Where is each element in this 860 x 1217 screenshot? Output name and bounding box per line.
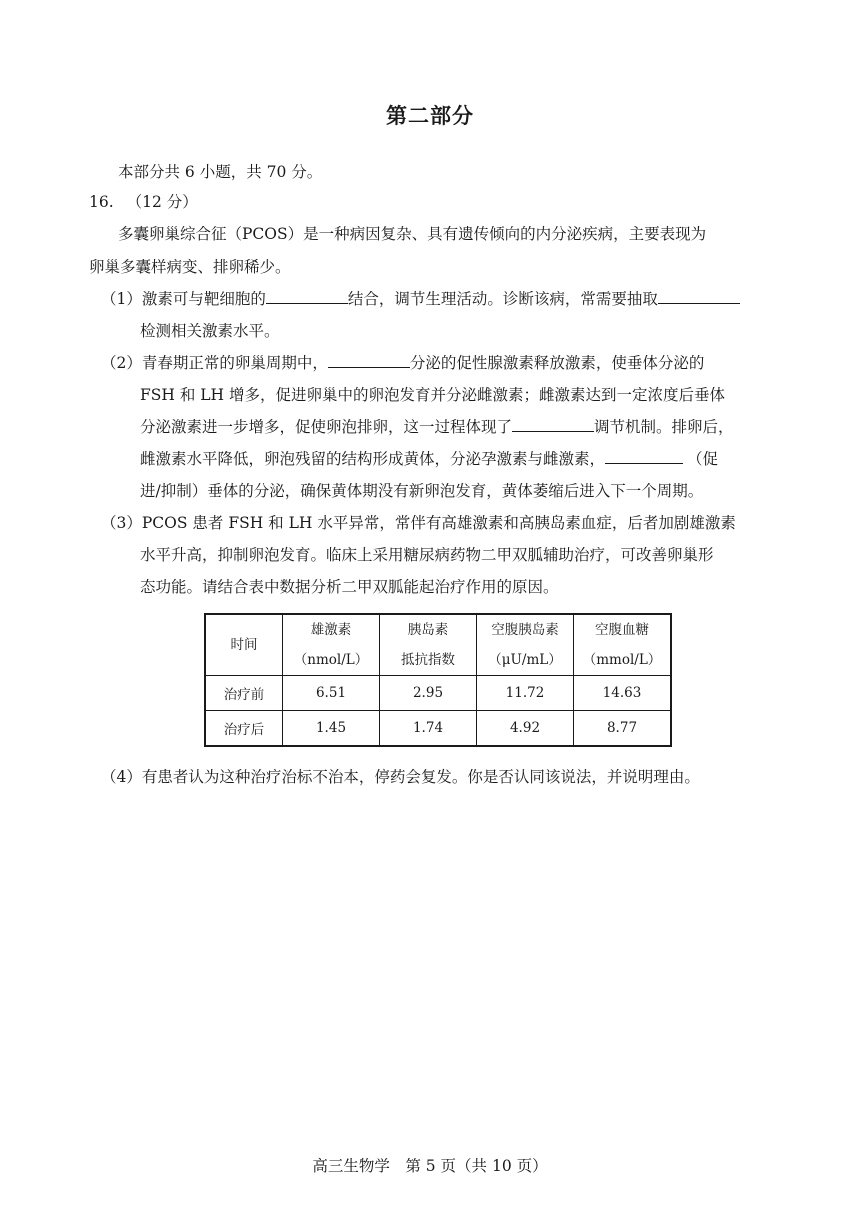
question-stem-line1: 多囊卵巢综合征（PCOS）是一种病因复杂、具有遗传倾向的内分泌疾病，主要表现为 bbox=[118, 225, 707, 243]
subquestion-2-label: （2） bbox=[101, 354, 142, 372]
table-header-row bbox=[205, 614, 671, 676]
subquestion-4-text: 有患者认为这种治疗治标不治本，停药会复发。你是否认同该说法，并说明理由。 bbox=[141, 768, 700, 786]
subquestion-3-label: （3） bbox=[101, 514, 142, 532]
table-cell: 11.72 bbox=[477, 676, 574, 711]
header-insulin-resistance-sub: 抵抗指数 bbox=[401, 652, 455, 668]
header-androgen-name: 雄激素 bbox=[310, 622, 352, 638]
answer-blank-5[interactable] bbox=[605, 447, 683, 464]
subquestion-3-line1 bbox=[101, 511, 736, 535]
table-header-time: 时间 bbox=[205, 614, 283, 676]
question-stem-line2: 卵巢多囊样病变、排卵稀少。 bbox=[89, 258, 291, 276]
subquestion-2-text-a: 青春期正常的卵巢周期中， bbox=[141, 354, 328, 372]
subquestion-2-text-c: 分泌激素进一步增多，促使卵泡排卵，这一过程体现了 bbox=[140, 418, 513, 436]
table-header-insulin-resistance bbox=[380, 614, 477, 676]
subquestion-1-label: （1） bbox=[101, 290, 142, 308]
subquestion-1-line1 bbox=[101, 287, 740, 311]
subquestion-3-line2: 水平升高，抑制卵泡发育。临床上采用糖尿病药物二甲双胍辅助治疗，可改善卵巢形 bbox=[140, 546, 714, 564]
subquestion-2-text-d: 调节机制。排卵后， bbox=[594, 418, 734, 436]
answer-blank-3[interactable] bbox=[328, 351, 410, 368]
subquestion-1-line2: 检测相关激素水平。 bbox=[140, 322, 280, 340]
subquestion-4-label: （4） bbox=[101, 768, 142, 786]
header-fasting-glucose-name: 空腹血糖 bbox=[595, 622, 649, 638]
subquestion-1-text-a: 激素可与靶细胞的 bbox=[141, 290, 266, 308]
section-title: 第二部分 bbox=[386, 103, 474, 128]
subquestion-3-text-a: PCOS 患者 FSH 和 LH 水平异常，常伴有高雄激素和高胰岛素血症，后者加剧雄激素 bbox=[141, 514, 736, 532]
question-number: 16. bbox=[89, 193, 114, 211]
table-cell: 6.51 bbox=[283, 676, 380, 711]
answer-blank-1[interactable] bbox=[266, 287, 348, 304]
subquestion-3-line3: 态功能。请结合表中数据分析二甲双胍能起治疗作用的原因。 bbox=[140, 578, 559, 596]
table-row bbox=[205, 711, 671, 747]
table-cell: 4.92 bbox=[477, 711, 574, 747]
subquestion-2-line5: 进/抑制）垂体的分泌，确保黄体期没有新卵泡发育，黄体萎缩后进入下一个周期。 bbox=[140, 482, 704, 500]
header-fasting-insulin-name: 空腹胰岛素 bbox=[491, 622, 559, 638]
subquestion-2-line1 bbox=[101, 351, 704, 375]
table-header-fasting-glucose bbox=[574, 614, 672, 676]
table-header-fasting-insulin bbox=[477, 614, 574, 676]
subquestion-2-text-f: （促 bbox=[687, 450, 719, 468]
question-points: （12 分） bbox=[126, 193, 198, 211]
subquestion-4-line1 bbox=[101, 765, 700, 789]
header-androgen-unit: （nmol/L） bbox=[293, 652, 369, 668]
question-header bbox=[89, 190, 198, 214]
table-cell: 1.45 bbox=[283, 711, 380, 747]
page-footer: 高三生物学 第 5 页（共 10 页） bbox=[312, 1157, 548, 1175]
subquestion-2-line4 bbox=[140, 447, 718, 471]
intro-text: 本部分共 6 小题，共 70 分。 bbox=[118, 163, 323, 181]
subquestion-2-text-e: 雌激素水平降低，卵泡残留的结构形成黄体，分泌孕激素与雌激素， bbox=[140, 450, 606, 468]
table-cell-label: 治疗后 bbox=[205, 711, 283, 747]
subquestion-2-line3 bbox=[140, 415, 734, 439]
subquestion-2-line2: FSH 和 LH 增多，促进卵巢中的卵泡发育并分泌雌激素；雌激素达到一定浓度后垂体 bbox=[140, 386, 725, 404]
header-fasting-glucose-unit: （mmol/L） bbox=[582, 652, 662, 668]
header-fasting-insulin-unit: （μU/mL） bbox=[488, 652, 562, 668]
table-cell: 1.74 bbox=[380, 711, 477, 747]
data-table bbox=[204, 613, 672, 747]
table-cell: 2.95 bbox=[380, 676, 477, 711]
subquestion-2-text-b: 分泌的促性腺激素释放激素，使垂体分泌的 bbox=[409, 354, 705, 372]
header-insulin-resistance-name: 胰岛素 bbox=[407, 622, 449, 638]
table-cell-label: 治疗前 bbox=[205, 676, 283, 711]
subquestion-1-text-b: 结合，调节生理活动。诊断该病，常需要抽取 bbox=[347, 290, 658, 308]
table-cell: 8.77 bbox=[574, 711, 672, 747]
table-header-androgen bbox=[283, 614, 380, 676]
answer-blank-2[interactable] bbox=[658, 287, 740, 304]
answer-blank-4[interactable] bbox=[512, 415, 594, 432]
table-row bbox=[205, 676, 671, 711]
table-cell: 14.63 bbox=[574, 676, 672, 711]
